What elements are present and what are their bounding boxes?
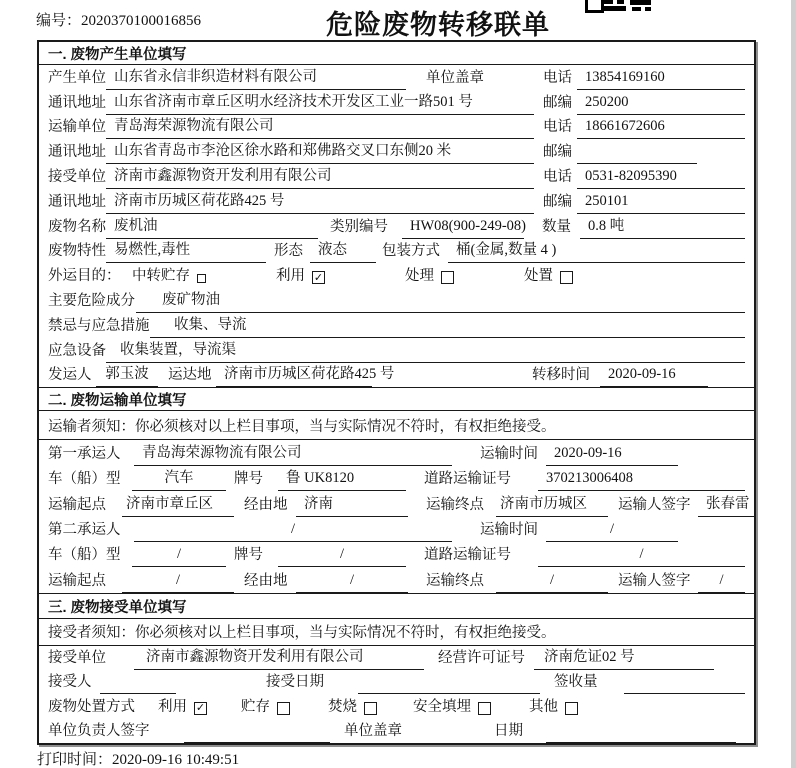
receiver-notice: 接受者须知：你必须核对以上栏目事项，当与实际情况不符时，有权拒绝接受。 (39, 619, 754, 646)
responsible-sign-label: 单位负责人签字 (48, 723, 150, 740)
row-disposal-method (39, 694, 754, 718)
row-first-carrier (39, 440, 754, 465)
route-end-2-value: / (496, 572, 608, 593)
hazard-label: 主要危险成分 (48, 292, 135, 309)
license-label: 经营许可证号 (438, 650, 525, 667)
row-lead (48, 139, 543, 164)
section-transporter-heading: 二. 废物运输单位填写 (39, 387, 754, 411)
receiver-phone-label: 电话 (543, 168, 572, 185)
purpose-option-storage-label: 中转贮存 (132, 268, 190, 285)
route-via-value: 济南 (296, 492, 408, 517)
route-end-value: 济南市历城区 (496, 492, 608, 517)
signed-amount-value (624, 690, 745, 694)
vehicle-type-value: 汽车 (132, 466, 226, 491)
receiver-seal-label: 单位盖章 (344, 723, 402, 740)
transporter-unit-value: 青岛海荣源物流有限公司 (106, 114, 534, 139)
transport-time-value: 2020-09-16 (546, 445, 678, 466)
transport-time-label: 运输时间 (480, 445, 538, 462)
route-start-label: 运输起点 (48, 496, 106, 513)
transporter-address-label: 通讯地址 (48, 144, 106, 161)
waste-traits-label: 废物特性 (48, 243, 106, 260)
checkbox-disposal-storage (277, 702, 290, 715)
row-transfer-purpose (39, 263, 754, 288)
plate-2-value: / (278, 546, 406, 567)
producer-address-label: 通讯地址 (48, 94, 106, 111)
transporter-unit-label: 运输单位 (48, 119, 106, 136)
road-permit-2-label: 道路运输证号 (424, 547, 511, 564)
receive-date-label: 接受日期 (266, 674, 324, 691)
transporter-notice: 运输者须知：你必须核对以上栏目事项，当与实际情况不符时，有权拒绝接受。 (39, 411, 754, 440)
disposal-option-landfill-label: 安全填埋 (413, 698, 471, 715)
checkbox-disposal-landfill (478, 702, 491, 715)
row-responsible-sign (39, 719, 754, 743)
producer-unit-label: 产生单位 (48, 69, 106, 86)
destination-value: 济南市历城区荷花路425 号 (216, 362, 372, 387)
checkbox-reuse (312, 271, 325, 284)
row-lead (48, 164, 543, 189)
row-vehicle-1 (39, 466, 754, 491)
receiver-phone-value: 0531-82095390 (577, 168, 745, 189)
row-vehicle-2 (39, 542, 754, 567)
purpose-option-reuse-label: 利用 (276, 268, 305, 285)
plate-label: 牌号 (234, 471, 263, 488)
row-transporter-unit (39, 115, 754, 140)
checkbox-mark: ✓ (313, 270, 324, 284)
receiver-zip-value: 250101 (577, 193, 745, 214)
row-producer-unit (39, 65, 754, 90)
row-receiving-person (39, 670, 754, 694)
receiving-unit-label: 接受单位 (48, 650, 106, 667)
carrier-sign-value: 张春雷 (698, 492, 754, 517)
row-receiver-address (39, 189, 754, 214)
equipment-value: 收集装置，导流渠 (106, 338, 745, 363)
disposal-method-label: 废物处置方式 (48, 698, 135, 715)
transporter-zip-label: 邮编 (543, 144, 572, 161)
carrier-sign-2-label: 运输人签字 (618, 572, 691, 589)
plate-2-label: 牌号 (234, 547, 263, 564)
checkbox-mark: ✓ (195, 701, 206, 715)
receiver-zip-label: 邮编 (543, 193, 572, 210)
transporter-phone-value: 18661672606 (577, 118, 745, 139)
purpose-label: 外运目的： (48, 268, 121, 285)
transporter-phone-label: 电话 (543, 119, 572, 136)
checkbox-disposal-other (565, 702, 578, 715)
waste-name-label: 废物名称 (48, 218, 106, 235)
unit-seal-label: 单位盖章 (426, 69, 484, 86)
serial-label: 编号： (36, 13, 82, 29)
vehicle-type-label: 车（船）型 (48, 471, 121, 488)
plate-value: 鲁 UK8120 (278, 466, 406, 491)
print-timestamp (37, 748, 239, 768)
quantity-value: 0.8 吨 (580, 214, 745, 239)
physical-form-value: 液态 (310, 238, 376, 263)
disposal-option-other-label: 其他 (529, 698, 558, 715)
waste-name-value: 废机油 (106, 214, 318, 239)
row-hazard-components (39, 288, 754, 313)
qr-code-fragment-icon (585, 0, 651, 12)
receiver-address-label: 通讯地址 (48, 193, 106, 210)
section-generator (39, 42, 754, 387)
physical-form-label: 形态 (274, 243, 303, 260)
section-receiver-heading: 三. 废物接受单位填写 (39, 593, 754, 619)
contraindication-label: 禁忌与应急措施 (48, 317, 150, 334)
purpose-option-dispose-label: 处置 (524, 268, 553, 285)
route-via-2-value: / (296, 572, 408, 593)
row-waste-name (39, 214, 754, 239)
purpose-option-treat-label: 处理 (405, 268, 434, 285)
packaging-value: 桶(金属,数量 4 ) (448, 238, 745, 263)
receiver-unit-value: 济南市鑫源物资开发利用有限公司 (106, 164, 534, 189)
packaging-label: 包装方式 (382, 243, 440, 260)
checkbox-disposal-incineration (364, 702, 377, 715)
route-start-2-label: 运输起点 (48, 572, 106, 589)
row-route-2 (39, 567, 754, 592)
route-end-2-label: 运输终点 (426, 572, 484, 589)
transfer-time-label: 转移时间 (532, 367, 590, 384)
page-title: 危险废物转移联单 (326, 10, 550, 40)
transport-time-2-label: 运输时间 (480, 521, 538, 538)
signed-amount-label: 签收量 (554, 674, 598, 691)
producer-phone-label: 电话 (543, 69, 572, 86)
row-waste-traits (39, 239, 754, 264)
checkbox-treatment (441, 271, 454, 284)
vehicle-type-2-label: 车（船）型 (48, 547, 121, 564)
row-second-carrier (39, 517, 754, 542)
carrier-sign-label: 运输人签字 (618, 496, 691, 513)
first-carrier-value: 青岛海荣源物流有限公司 (134, 441, 452, 466)
producer-zip-label: 邮编 (543, 94, 572, 111)
row-lead (48, 189, 543, 214)
road-permit-value: 370213006408 (538, 470, 745, 491)
section-generator-heading: 一. 废物产生单位填写 (39, 42, 754, 65)
second-carrier-label: 第二承运人 (48, 521, 121, 538)
dispatcher-label: 发运人 (48, 367, 92, 384)
road-permit-2-value: / (538, 546, 745, 567)
second-carrier-value: / (134, 521, 452, 542)
checkbox-disposal (560, 271, 573, 284)
category-code-value: HW08(900-249-08) (402, 218, 524, 239)
producer-unit-value: 山东省永信非织造材料有限公司 (106, 65, 406, 90)
route-start-2-value: / (122, 572, 234, 593)
row-lead (48, 65, 543, 90)
receive-date-value (358, 690, 540, 694)
transporter-address-value: 山东省青岛市李沧区徐水路和郑佛路交叉口东侧20 米 (106, 139, 534, 164)
equipment-label: 应急设备 (48, 342, 106, 359)
print-time-value: 2020-09-16 10:49:51 (112, 752, 240, 768)
route-via-2-label: 经由地 (244, 572, 288, 589)
section-transporter (39, 387, 754, 592)
carrier-sign-2-value: / (698, 572, 745, 593)
row-lead (48, 114, 543, 139)
manifest-form-table (37, 40, 756, 745)
receiver-address-value: 济南市历城区荷花路425 号 (106, 189, 534, 214)
seal-date-label: 日期 (494, 723, 523, 740)
row-producer-address (39, 90, 754, 115)
first-carrier-label: 第一承运人 (48, 445, 121, 462)
checkbox-disposal-reuse (194, 702, 207, 715)
category-code-label: 类别编号 (330, 218, 388, 235)
license-value: 济南危证02 号 (534, 645, 714, 670)
serial-value: 2020370100016856 (81, 13, 202, 29)
transfer-time-value: 2020-09-16 (600, 366, 708, 387)
receiving-person-value (100, 690, 176, 694)
quantity-label: 数量 (542, 218, 571, 235)
row-route-1 (39, 491, 754, 516)
vehicle-type-2-value: / (132, 546, 226, 567)
row-transporter-address (39, 139, 754, 164)
route-end-label: 运输终点 (426, 496, 484, 513)
dispatcher-value: 郭玉波 (96, 362, 158, 387)
row-receiving-unit (39, 646, 754, 670)
transport-time-2-value: / (546, 521, 678, 542)
checkbox-transit-storage (197, 274, 206, 283)
transporter-zip-value (577, 160, 697, 164)
row-emergency-equipment (39, 338, 754, 363)
road-permit-label: 道路运输证号 (424, 471, 511, 488)
receiving-unit-value: 济南市鑫源物资开发利用有限公司 (134, 645, 424, 670)
seal-date-value (546, 739, 736, 743)
route-via-label: 经由地 (244, 496, 288, 513)
producer-zip-value: 250200 (577, 94, 745, 115)
destination-label: 运达地 (168, 367, 212, 384)
responsible-sign-value (184, 739, 330, 743)
disposal-option-store-label: 贮存 (241, 698, 270, 715)
row-dispatch (39, 363, 754, 388)
disposal-option-incinerate-label: 焚烧 (328, 698, 357, 715)
waste-traits-value: 易燃性,毒性 (106, 238, 266, 263)
row-lead (48, 90, 543, 115)
receiving-person-label: 接受人 (48, 674, 92, 691)
row-contraindication (39, 313, 754, 338)
route-start-value: 济南市章丘区 (122, 492, 234, 517)
page-edge-shadow (791, 0, 796, 768)
contraindication-value: 收集、导流 (150, 313, 745, 338)
disposal-option-reuse-label: 利用 (158, 698, 187, 715)
producer-phone-value: 13854169160 (577, 69, 745, 90)
hazard-value: 废矿物油 (136, 288, 745, 313)
row-receiver-unit (39, 164, 754, 189)
producer-address-value: 山东省济南市章丘区明水经济技术开发区工业一路501 号 (106, 90, 534, 115)
section-receiver (39, 593, 754, 744)
print-time-label: 打印时间： (37, 752, 113, 768)
receiver-unit-label: 接受单位 (48, 168, 106, 185)
